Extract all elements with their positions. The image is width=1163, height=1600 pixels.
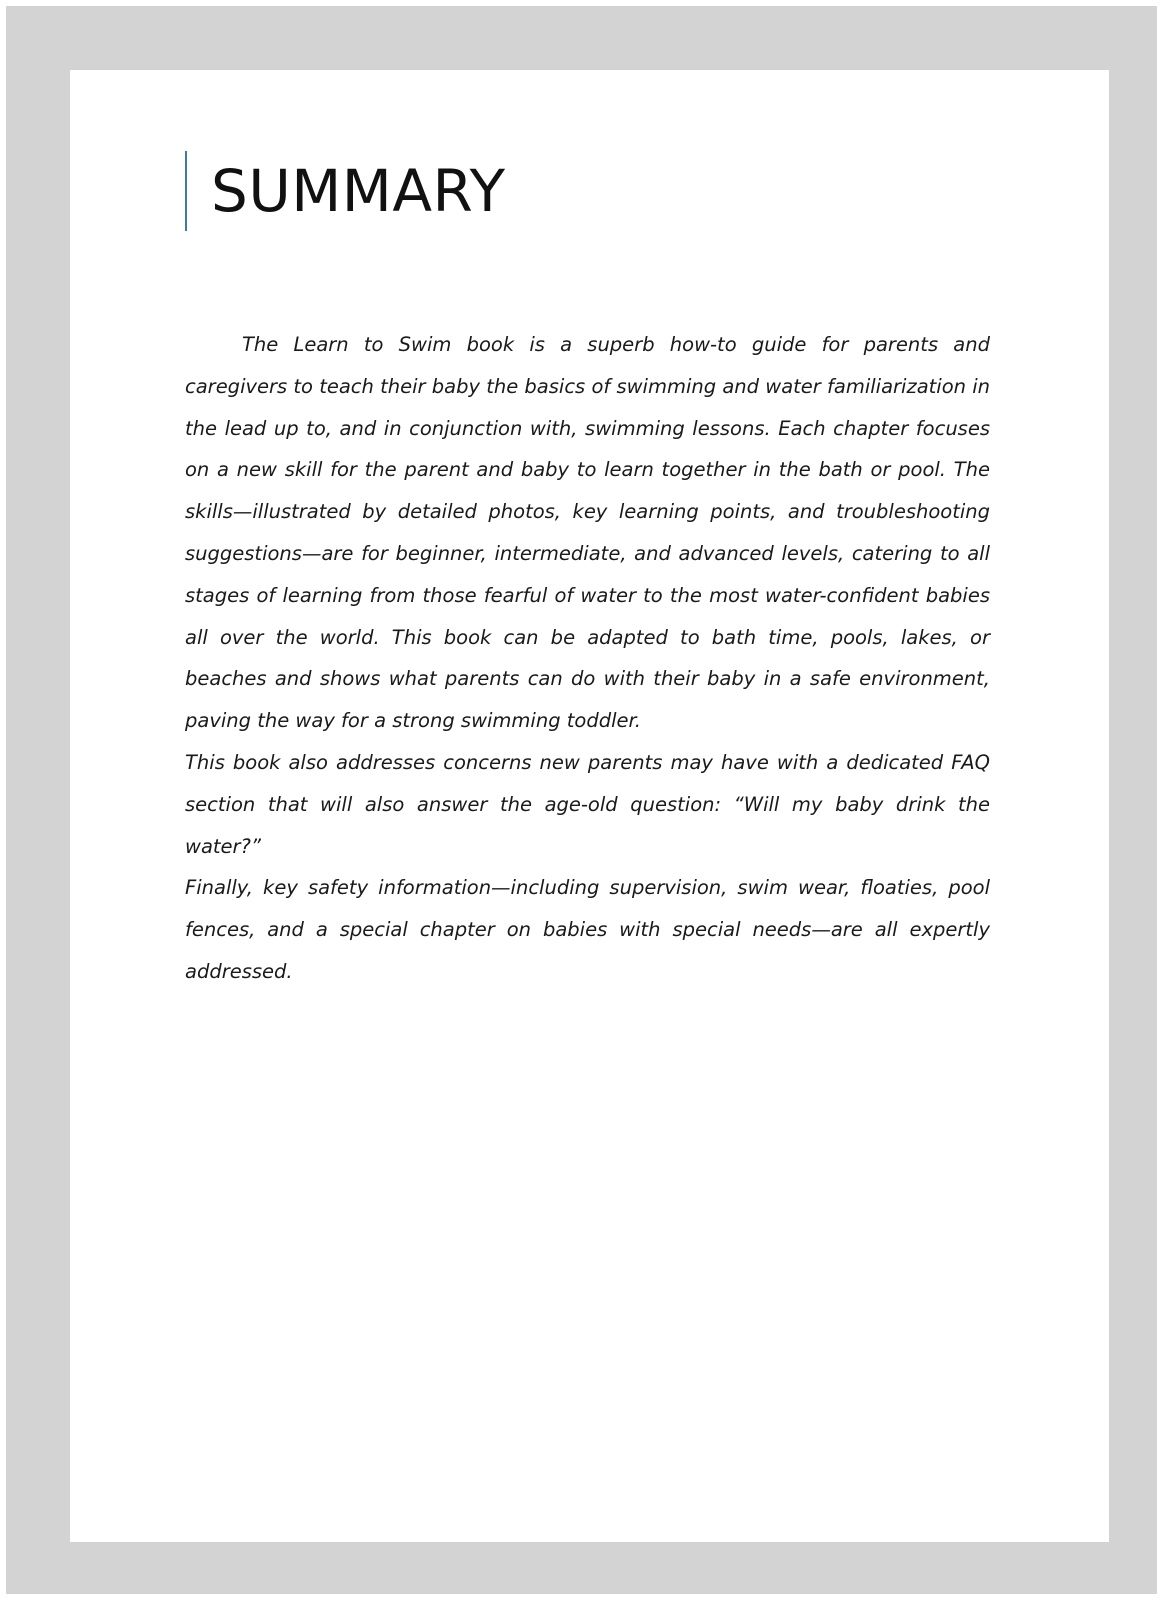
title-block bbox=[185, 151, 506, 231]
page-title: SUMMARY bbox=[211, 157, 506, 225]
document-page bbox=[70, 70, 1109, 1542]
paragraph-safety: Finally, key safety information—including supervision, swim wear, floaties, pool fences, and a special chapter on babies with special needs—are all expertly addressed. bbox=[185, 876, 990, 983]
page-frame bbox=[6, 6, 1157, 1594]
paragraph-faq: This book also addresses concerns new parents may have with a dedicated FAQ section that will also answer the age-old question: “Will my baby drink the water?” bbox=[185, 750, 990, 858]
summary-body bbox=[185, 324, 990, 993]
title-accent-bar bbox=[185, 151, 187, 231]
paragraph-intro: The Learn to Swim book is a superb how-to guide for parents and caregivers to teach their baby the basics of swimming and water familiarization in the lead up to, and in conjunction with, swimming lessons. Each chapter focuses on a new skill for the parent and baby to learn together in the bath or pool. The skills—illustrated by detailed photos, key learning points, and troubleshooting suggestions—are for beginner, intermediate, and advanced levels, catering to all stages of learning from those fearful of water to the most water-confident babies all over the world. This book can be adapted to bath time, pools, lakes, or beaches and shows what parents can do with their baby in a safe environment, paving the way for a strong swimming toddler. bbox=[185, 333, 990, 733]
